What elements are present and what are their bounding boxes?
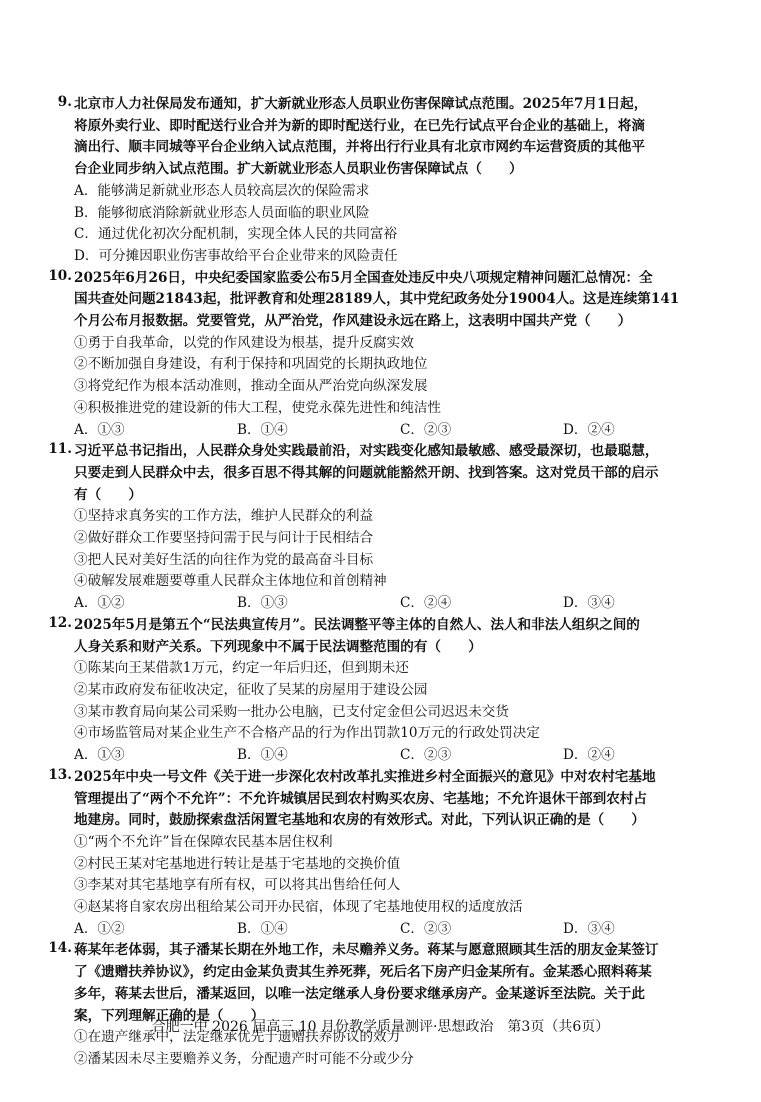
question-stem-line: 台企业同步纳入试点范围。扩大新就业形态人员职业伤害保障试点（ ） <box>74 161 523 178</box>
answer-option: B．①④ <box>237 747 288 764</box>
statement-item: ③把人民对美好生活的向往作为党的最高奋斗目标 <box>74 551 374 568</box>
question-0 <box>34 94 730 268</box>
answer-option: A．能够满足新就业形态人员较高层次的保险需求 <box>74 182 370 199</box>
question-stem-line: 2025年6月26日，中央纪委国家监委公布5月全国查处违反中央八项规定精神问题汇总情况：全 <box>74 269 653 286</box>
answer-option: A．①③ <box>74 747 125 764</box>
answer-option: B．①④ <box>237 421 288 438</box>
answer-option: D．可分摊因职业伤害事故给平台企业带来的风险责任 <box>74 247 398 264</box>
statement-item: ①陈某向王某借款1万元，约定一年后归还，但到期未还 <box>74 660 409 677</box>
answer-option: B．能够彻底消除新就业形态人员面临的职业风险 <box>74 204 370 221</box>
statement-item: ③某市教育局向某公司采购一批办公电脑，已支付定金但公司迟迟未交货 <box>74 703 509 720</box>
question-number: 13. <box>48 766 72 783</box>
question-stem-line: 国共查处问题21843起，批评教育和处理28189人，其中党纪政务处分19004人。这是连续第141 <box>74 291 680 308</box>
question-stem-line: 管理提出了“两个不允许”：不允许城镇居民到农村购买农房、宅基地；不允许退休干部到农村占 <box>74 790 647 807</box>
question-stem-line: 人身关系和财产关系。下列现象中不属于民法调整范围的有（ ） <box>74 638 482 655</box>
answer-option: A．①② <box>74 920 125 937</box>
question-stem-line: 了《遗赠扶养协议》，约定由金某负责其生养死葬，死后名下房产归金某所有。金某悉心照料蒋某 <box>74 964 652 981</box>
answer-option: D．②④ <box>563 747 615 764</box>
question-number: 14. <box>48 940 72 957</box>
question-stem-line: 有（ ） <box>74 486 142 503</box>
answer-option: D．③④ <box>563 920 615 937</box>
question-stem-line: 只要走到人民群众中去，很多百思不得其解的问题就能豁然开朗、找到答案。这对党员干部的启示 <box>74 464 659 481</box>
question-stem-line: 2025年中央一号文件《关于进一步深化农村改革扎实推进乡村全面振兴的意见》中对农村宅基地 <box>74 768 656 785</box>
answer-options-row <box>74 745 730 767</box>
question-number: 12. <box>48 614 72 631</box>
question-number: 11. <box>48 441 72 458</box>
statement-item: ④破解发展难题要尊重人民群众主体地位和首创精神 <box>74 573 387 590</box>
statement-item: ③将党纪作为根本活动准则，推动全面从严治党向纵深发展 <box>74 378 428 395</box>
question-stem-line: 北京市人力社保局发布通知，扩大新就业形态人员职业伤害保障试点范围。2025年7月1日起， <box>74 96 648 112</box>
answer-option: D．③④ <box>563 595 615 612</box>
question-5 <box>34 940 730 1070</box>
question-4 <box>34 767 730 941</box>
statement-item: ②潘某因未尽主要赡养义务，分配遗产时可能不分或少分 <box>74 1050 414 1067</box>
answer-option: C．②④ <box>400 595 452 612</box>
question-stem-line: 个月公布月报数据。党要管党，从严治党，作风建设永远在路上，这表明中国共产党（ ） <box>74 313 632 330</box>
question-stem-line: 案，下列理解正确的是（ ） <box>74 1007 265 1024</box>
question-1 <box>34 268 730 442</box>
answer-option: D．②④ <box>563 421 615 438</box>
statement-item: ①坚持求真务实的工作方法，维护人民群众的利益 <box>74 508 374 525</box>
answer-options-row <box>74 420 730 442</box>
answer-option: B．①③ <box>237 595 288 612</box>
question-stem-line: 地建房。同时，鼓励探索盘活闲置宅基地和农房的有效形式。对此，下列认识正确的是（ ） <box>74 812 645 829</box>
statement-item: ①在遗产继承中，法定继承优先于遗赠扶养协议的效力 <box>74 1029 401 1046</box>
answer-options-row <box>74 919 730 941</box>
page-footer: 合肥一中 2026 届高三 10 月份教学质量测评·思想政治 第3页（共6页） <box>151 1019 610 1035</box>
answer-options-row <box>74 593 730 615</box>
statement-item: ②不断加强自身建设，有利于保持和巩固党的长期执政地位 <box>74 356 428 373</box>
answer-option: C．②③ <box>400 421 452 438</box>
answer-option: C．通过优化初次分配机制，实现全体人民的共同富裕 <box>74 226 398 243</box>
statement-item: ④积极推进党的建设新的伟大工程，使党永葆先进性和纯洁性 <box>74 399 442 416</box>
question-stem-line: 2025年5月是第五个“民法典宣传月”。民法调整平等主体的自然人、法人和非法人组织之间的 <box>74 616 640 633</box>
statement-item: ②某市政府发布征收决定，征收了吴某的房屋用于建设公园 <box>74 681 428 698</box>
question-2 <box>34 441 730 615</box>
statement-item: ①勇于自我革命，以党的作风建设为根基，提升反腐实效 <box>74 334 414 351</box>
statement-item: ④赵某将自家农房出租给某公司开办民宿，体现了宅基地使用权的适度放活 <box>74 899 523 916</box>
question-stem-line: 习近平总书记指出，人民群众身处实践最前沿，对实践变化感知最敏感、感受最深切，也最聪慧， <box>74 443 659 460</box>
question-list <box>34 94 730 1071</box>
statement-item: ①“两个不允许”旨在保障农民基本居住权利 <box>74 833 333 850</box>
question-number: 10. <box>48 267 72 284</box>
answer-option: A．①② <box>74 595 125 612</box>
answer-option: B．①④ <box>237 920 288 937</box>
answer-option: C．②③ <box>400 747 452 764</box>
statement-item: ④市场监管局对某企业生产不合格产品的行为作出罚款10万元的行政处罚决定 <box>74 725 540 742</box>
question-stem-line: 将原外卖行业、即时配送行业合并为新的即时配送行业，在已先行试点平台企业的基础上，将滴 <box>74 117 645 134</box>
answer-option: C．②③ <box>400 920 452 937</box>
question-3 <box>34 615 730 767</box>
question-stem-line: 滴出行、顺丰同城等平台企业纳入试点范围，并将出行行业具有北京市网约车运营资质的其他平 <box>74 139 645 156</box>
question-stem-line: 蒋某年老体弱，其子潘某长期在外地工作，未尽赡养义务。蒋某与愿意照顾其生活的朋友金某签订 <box>74 942 659 959</box>
question-stem-line: 多年，蒋某去世后，潘某返回，以唯一法定继承人身份要求继承房产。金某遂诉至法院。关于此 <box>74 985 645 1002</box>
statement-item: ③李某对其宅基地享有所有权，可以将其出售给任何人 <box>74 877 401 894</box>
question-number: 9. <box>57 94 72 110</box>
statement-item: ②做好群众工作要坚持问需于民与问计于民相结合 <box>74 530 374 547</box>
answer-option: A．①③ <box>74 421 125 438</box>
statement-item: ②村民王某对宅基地进行转让是基于宅基地的交换价值 <box>74 855 401 872</box>
